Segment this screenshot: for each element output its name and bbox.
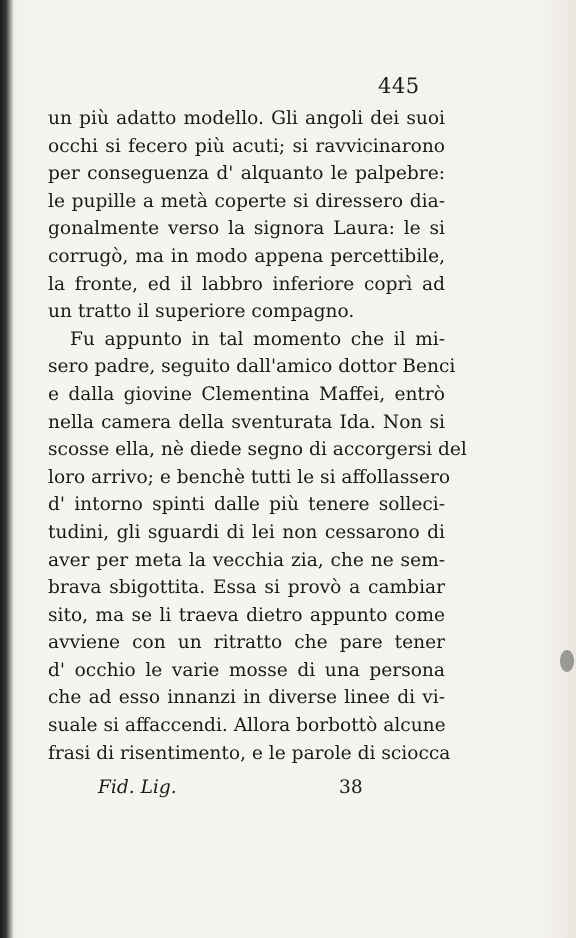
text-line: che ad esso innanzi in diverse linee di vi- <box>48 687 445 709</box>
sheet-signature-number: 38 <box>339 777 363 798</box>
page-number: 445 <box>378 74 420 98</box>
text-line: scosse ella, nè diede segno di accorgersi del <box>48 439 467 461</box>
body-text <box>48 105 467 767</box>
ink-blot <box>560 650 574 672</box>
text-line: frasi di risentimento, e le parole di sciocca <box>48 742 451 764</box>
text-line: le pupille a metà coperte si diressero dia- <box>48 190 445 212</box>
text-line: d' occhio le varie mosse di una persona <box>48 659 445 681</box>
text-line: per conseguenza d' alquanto le palpebre: <box>48 163 445 185</box>
text-line: sito, ma se li traeva dietro appunto come <box>48 604 445 626</box>
text-line: tudini, gli sguardi di lei non cessarono di <box>48 521 445 543</box>
text-line: brava sbigottita. Essa si provò a cambiar <box>48 577 445 599</box>
printer-signature: Fid. Lig. <box>98 777 177 798</box>
text-line: suale si affaccendi. Allora borbottò alcune <box>48 715 446 737</box>
text-line: avviene con un ritratto che pare tener <box>48 632 445 654</box>
text-line: gonalmente verso la signora Laura: le si <box>48 218 445 240</box>
text-line: occhi si fecero più acuti; si ravvicinarono <box>48 135 445 157</box>
text-line: aver per meta la vecchia zia, che ne sem- <box>48 549 445 571</box>
text-line: sero padre, seguito dall'amico dottor Benci <box>48 356 456 378</box>
text-line: nella camera della sventurata Ida. Non si <box>48 411 445 433</box>
page-footer <box>0 777 576 803</box>
text-line: un più adatto modello. Gli angoli dei suoi <box>48 108 445 129</box>
text-line: d' intorno spinti dalle più tenere solleci- <box>48 494 445 516</box>
text-line: corrugò, ma in modo appena percettibile, <box>48 245 445 267</box>
text-line: loro arrivo; e benchè tutti le si affollassero <box>48 466 451 488</box>
text-line: un tratto il superiore compagno. <box>48 301 355 323</box>
text-line: e dalla giovine Clementina Maffei, entrò <box>48 383 445 405</box>
text-line: Fu appunto in tal momento che il mi- <box>70 328 445 350</box>
text-line: la fronte, ed il labbro inferiore coprì ad <box>48 273 445 295</box>
